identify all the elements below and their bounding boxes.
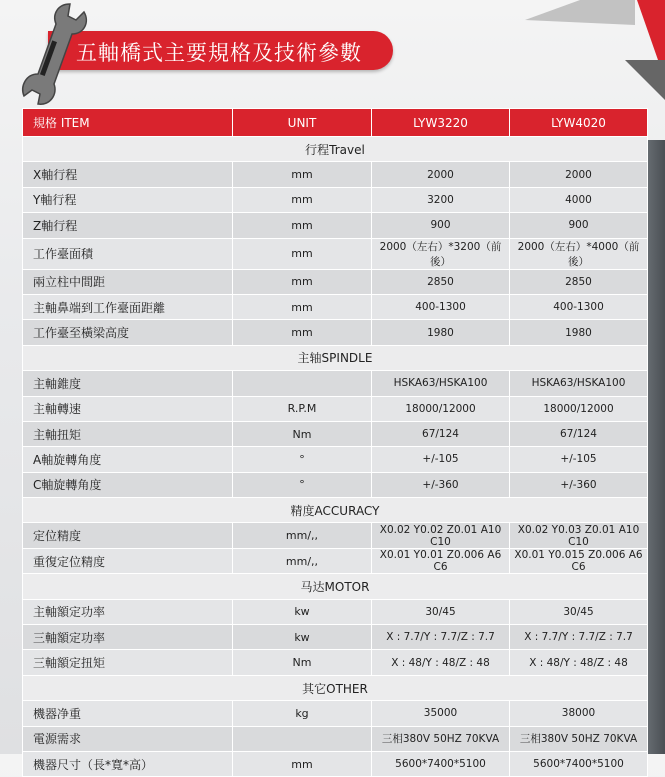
spec-name: 機器净重 (23, 701, 233, 726)
table-row (23, 396, 648, 421)
spec-unit: mm/,, (233, 523, 372, 548)
spec-name: C軸旋轉角度 (23, 472, 233, 497)
spec-unit: mm (233, 751, 372, 776)
table-row (23, 472, 648, 497)
header-item: 規格 ITEM (23, 109, 233, 137)
table-row (23, 187, 648, 212)
table-row (23, 421, 648, 446)
spec-value-lyw3220: 1980 (372, 320, 510, 345)
spec-table (22, 108, 648, 777)
spec-value-lyw3220: 18000/12000 (372, 396, 510, 421)
spec-value-lyw4020: X : 48/Y : 48/Z : 48 (510, 650, 648, 675)
spec-name: 主軸轉速 (23, 396, 233, 421)
spec-unit: mm (233, 162, 372, 187)
spec-value-lyw4020: 900 (510, 213, 648, 238)
spec-name: 電源需求 (23, 726, 233, 751)
spec-unit (233, 726, 372, 751)
spec-value-lyw4020: 2850 (510, 269, 648, 294)
spec-value-lyw3220: X0.02 Y0.02 Z0.01 A10 C10 (372, 523, 510, 548)
spec-value-lyw4020: 38000 (510, 701, 648, 726)
spec-unit (233, 371, 372, 396)
spec-value-lyw3220: 900 (372, 213, 510, 238)
section-header (23, 574, 648, 599)
spec-value-lyw3220: 5600*7400*5100 (372, 751, 510, 776)
decorative-shape (525, 0, 635, 65)
spec-name: 機器尺寸（長*寬*高） (23, 751, 233, 776)
decorative-dark-triangle (625, 60, 665, 100)
spec-name: X軸行程 (23, 162, 233, 187)
spec-value-lyw4020: HSKA63/HSKA100 (510, 371, 648, 396)
spec-value-lyw4020: 5600*7400*5100 (510, 751, 648, 776)
table-row (23, 213, 648, 238)
section-header (23, 498, 648, 523)
spec-name: 工作臺面積 (23, 238, 233, 269)
spec-name: Y軸行程 (23, 187, 233, 212)
section-title: 精度ACCURACY (23, 498, 648, 523)
spec-value-lyw4020: X : 7.7/Y : 7.7/Z : 7.7 (510, 625, 648, 650)
spec-name: Z軸行程 (23, 213, 233, 238)
section-title: 其它OTHER (23, 675, 648, 700)
spec-value-lyw4020: 400-1300 (510, 294, 648, 319)
header-unit: UNIT (233, 109, 372, 137)
section-header (23, 137, 648, 162)
spec-unit: Nm (233, 650, 372, 675)
spec-unit: mm/,, (233, 548, 372, 573)
spec-unit: mm (233, 238, 372, 269)
table-row (23, 701, 648, 726)
spec-value-lyw4020: 30/45 (510, 599, 648, 624)
spec-unit: R.P.M (233, 396, 372, 421)
table-row (23, 625, 648, 650)
spec-unit: kw (233, 599, 372, 624)
spec-unit: mm (233, 269, 372, 294)
spec-unit: kw (233, 625, 372, 650)
spec-name: 三軸額定功率 (23, 625, 233, 650)
table-row (23, 599, 648, 624)
header-lyw4020: LYW4020 (510, 109, 648, 137)
spec-value-lyw4020: 4000 (510, 187, 648, 212)
spec-value-lyw3220: +/-360 (372, 472, 510, 497)
table-row (23, 238, 648, 269)
spec-unit: kg (233, 701, 372, 726)
section-title: 行程Travel (23, 137, 648, 162)
spec-value-lyw4020: 2000（左右）*4000（前後） (510, 238, 648, 269)
spec-value-lyw3220: X : 48/Y : 48/Z : 48 (372, 650, 510, 675)
spec-value-lyw4020: X0.01 Y0.015 Z0.006 A6 C6 (510, 548, 648, 573)
spec-name: 兩立柱中間距 (23, 269, 233, 294)
table-row (23, 294, 648, 319)
spec-value-lyw4020: 67/124 (510, 421, 648, 446)
table-row (23, 269, 648, 294)
spec-name: A軸旋轉角度 (23, 447, 233, 472)
spec-value-lyw3220: X : 7.7/Y : 7.7/Z : 7.7 (372, 625, 510, 650)
table-row (23, 650, 648, 675)
title-banner (48, 31, 393, 70)
section-title: 马达MOTOR (23, 574, 648, 599)
spec-name: 工作臺至橫梁高度 (23, 320, 233, 345)
spec-name: 主軸鼻端到工作臺面距離 (23, 294, 233, 319)
table-header (23, 109, 648, 137)
spec-unit: mm (233, 294, 372, 319)
spec-value-lyw3220: HSKA63/HSKA100 (372, 371, 510, 396)
wrench-icon (18, 0, 88, 110)
spec-value-lyw3220: 400-1300 (372, 294, 510, 319)
table-row (23, 523, 648, 548)
spec-value-lyw3220: 35000 (372, 701, 510, 726)
spec-value-lyw3220: 30/45 (372, 599, 510, 624)
spec-unit: mm (233, 320, 372, 345)
spec-unit: ° (233, 472, 372, 497)
spec-value-lyw3220: 2000 (372, 162, 510, 187)
spec-value-lyw4020: +/-360 (510, 472, 648, 497)
spec-value-lyw3220: X0.01 Y0.01 Z0.006 A6 C6 (372, 548, 510, 573)
section-header (23, 675, 648, 700)
spec-unit: ° (233, 447, 372, 472)
spec-value-lyw3220: 三相380V 50HZ 70KVA (372, 726, 510, 751)
spec-unit: mm (233, 187, 372, 212)
table-row (23, 162, 648, 187)
table-row (23, 726, 648, 751)
table-row (23, 371, 648, 396)
spec-value-lyw3220: 2850 (372, 269, 510, 294)
spec-name: 主軸扭矩 (23, 421, 233, 446)
spec-name: 三軸額定扭矩 (23, 650, 233, 675)
spec-value-lyw3220: +/-105 (372, 447, 510, 472)
table-row (23, 447, 648, 472)
spec-value-lyw3220: 2000（左右）*3200（前後） (372, 238, 510, 269)
table-row (23, 751, 648, 776)
table-row (23, 548, 648, 573)
spec-value-lyw4020: X0.02 Y0.03 Z0.01 A10 C10 (510, 523, 648, 548)
spec-name: 重復定位精度 (23, 548, 233, 573)
table-row (23, 320, 648, 345)
page-title: 五軸橋式主要規格及技術參數 (76, 41, 362, 65)
section-title: 主轴SPINDLE (23, 345, 648, 370)
spec-value-lyw3220: 3200 (372, 187, 510, 212)
spec-value-lyw4020: 18000/12000 (510, 396, 648, 421)
spec-name: 定位精度 (23, 523, 233, 548)
spec-value-lyw4020: 1980 (510, 320, 648, 345)
spec-unit: mm (233, 213, 372, 238)
header-lyw3220: LYW3220 (372, 109, 510, 137)
spec-unit: Nm (233, 421, 372, 446)
spec-value-lyw4020: 三相380V 50HZ 70KVA (510, 726, 648, 751)
spec-name: 主軸錐度 (23, 371, 233, 396)
spec-value-lyw3220: 67/124 (372, 421, 510, 446)
spec-name: 主軸額定功率 (23, 599, 233, 624)
spec-value-lyw4020: 2000 (510, 162, 648, 187)
spec-value-lyw4020: +/-105 (510, 447, 648, 472)
section-header (23, 345, 648, 370)
